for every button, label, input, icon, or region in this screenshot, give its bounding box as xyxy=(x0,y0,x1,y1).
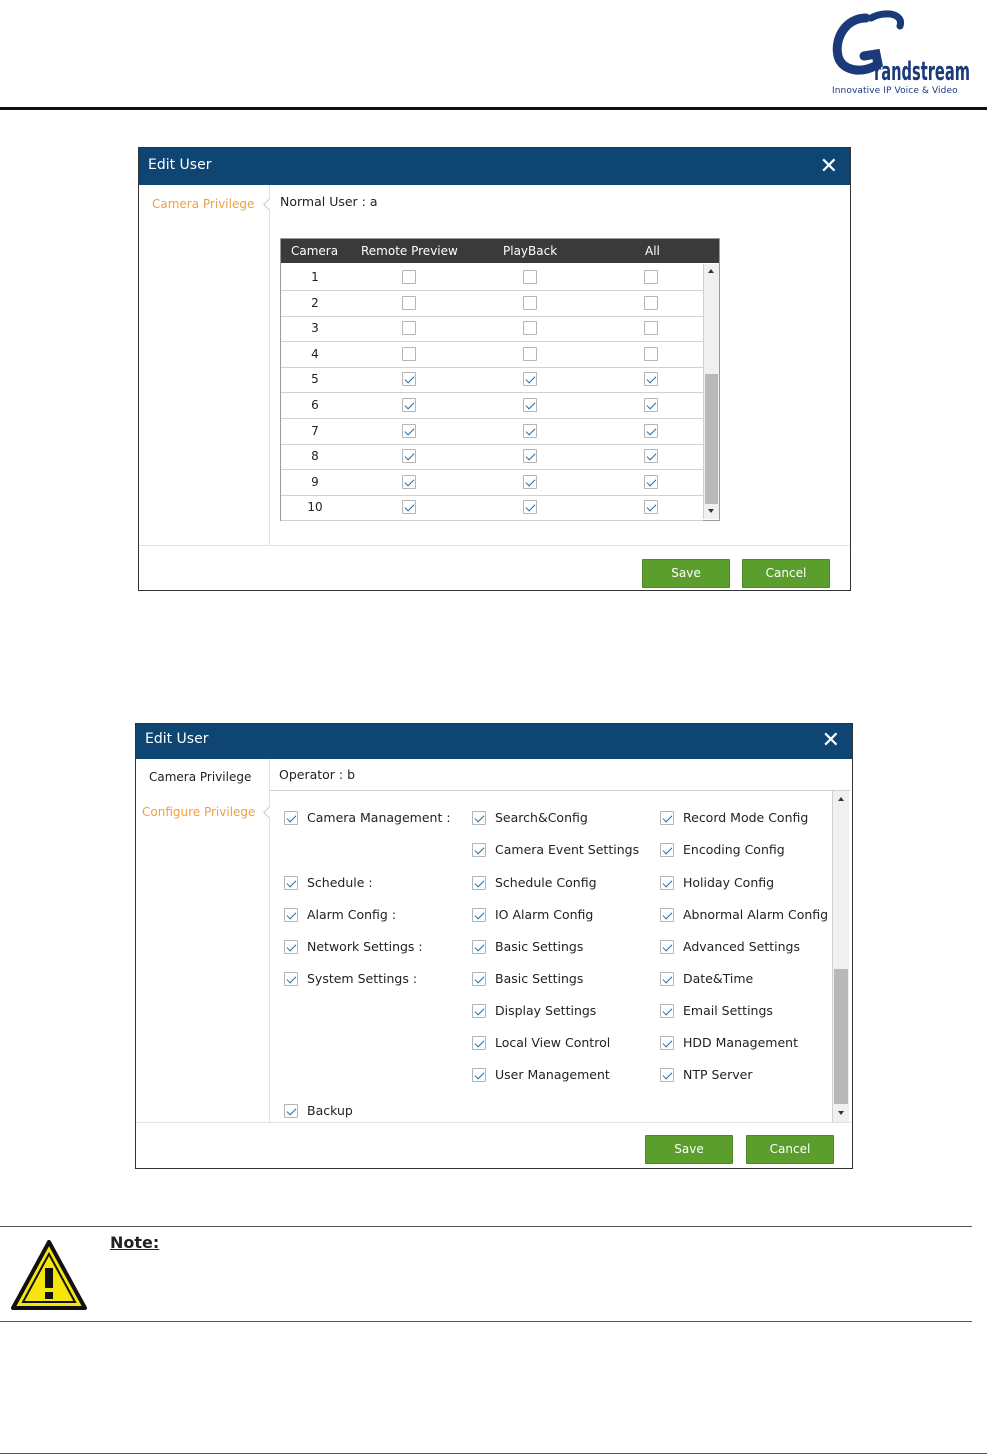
label-net-basic-settings: Basic Settings xyxy=(495,939,584,954)
scroll-thumb[interactable] xyxy=(705,374,718,504)
checkbox-remote-preview[interactable] xyxy=(402,424,416,438)
dialog-footer-divider xyxy=(139,545,850,546)
checkbox-display-settings[interactable] xyxy=(472,1004,486,1018)
checkbox-local-view-control[interactable] xyxy=(472,1036,486,1050)
col-playback: PlayBack xyxy=(503,244,558,258)
checkbox-playback[interactable] xyxy=(523,449,537,463)
privilege-panel xyxy=(270,790,850,1123)
checkbox-backup[interactable] xyxy=(284,1104,298,1118)
checkbox-camera-event-settings[interactable] xyxy=(472,843,486,857)
checkbox-all[interactable] xyxy=(644,475,658,489)
note-bottom-rule xyxy=(0,1321,972,1322)
col-all: All xyxy=(645,244,660,258)
checkbox-alarm-config[interactable] xyxy=(284,908,298,922)
table-row xyxy=(281,264,703,291)
checkbox-io-alarm-config[interactable] xyxy=(472,908,486,922)
checkbox-network-settings[interactable] xyxy=(284,940,298,954)
checkbox-remote-preview[interactable] xyxy=(402,270,416,284)
checkbox-playback[interactable] xyxy=(523,500,537,514)
dialog-title: Edit User xyxy=(145,731,209,747)
note-top-rule xyxy=(0,1226,972,1227)
checkbox-remote-preview[interactable] xyxy=(402,398,416,412)
checkbox-system-settings[interactable] xyxy=(284,972,298,986)
camera-number: 9 xyxy=(311,474,319,489)
checkbox-remote-preview[interactable] xyxy=(402,500,416,514)
checkbox-playback[interactable] xyxy=(523,270,537,284)
scroll-up-icon[interactable] xyxy=(838,797,844,801)
label-user-management: User Management xyxy=(495,1067,610,1082)
checkbox-all[interactable] xyxy=(644,372,658,386)
table-row xyxy=(281,290,703,317)
note-label: Note: xyxy=(110,1233,160,1252)
checkbox-playback[interactable] xyxy=(523,424,537,438)
checkbox-all[interactable] xyxy=(644,449,658,463)
checkbox-record-mode-config[interactable] xyxy=(660,811,674,825)
checkbox-playback[interactable] xyxy=(523,296,537,310)
checkbox-holiday-config[interactable] xyxy=(660,876,674,890)
table-row xyxy=(281,469,703,496)
dialog-title: Edit User xyxy=(148,157,212,173)
col-remote-preview: Remote Preview xyxy=(361,244,458,258)
scroll-thumb[interactable] xyxy=(834,969,848,1104)
dialog-title-bar xyxy=(139,148,850,185)
checkbox-search-config[interactable] xyxy=(472,811,486,825)
cancel-button[interactable]: Cancel xyxy=(746,1135,834,1164)
checkbox-all[interactable] xyxy=(644,270,658,284)
label-alarm-config: Alarm Config : xyxy=(307,907,397,922)
close-icon[interactable]: ✕ xyxy=(821,728,840,753)
label-holiday-config: Holiday Config xyxy=(683,875,775,890)
camera-number: 6 xyxy=(311,398,319,412)
label-search-config: Search&Config xyxy=(495,810,588,825)
camera-number: 1 xyxy=(311,270,319,284)
label-camera-management: Camera Management : xyxy=(307,810,451,825)
svg-text:randstream: randstream xyxy=(874,57,970,87)
label-sys-basic-settings: Basic Settings xyxy=(495,971,584,986)
label-io-alarm-config: IO Alarm Config xyxy=(495,907,594,922)
checkbox-ntp-server[interactable] xyxy=(660,1068,674,1082)
scroll-up-icon[interactable] xyxy=(708,269,714,273)
label-system-settings: System Settings : xyxy=(307,971,418,986)
checkbox-playback[interactable] xyxy=(523,372,537,386)
panel-scrollbar[interactable] xyxy=(832,791,849,1122)
checkbox-date-time[interactable] xyxy=(660,972,674,986)
table-row xyxy=(281,494,703,521)
checkbox-net-basic-settings[interactable] xyxy=(472,940,486,954)
user-label: Operator : b xyxy=(279,767,356,782)
sidebar-item-camera-privilege[interactable]: Camera Privilege xyxy=(152,197,255,211)
camera-number: 10 xyxy=(307,500,323,515)
checkbox-remote-preview[interactable] xyxy=(402,347,416,361)
checkbox-user-management[interactable] xyxy=(472,1068,486,1082)
dialog-sidebar xyxy=(139,185,270,545)
edit-user-dialog-camera xyxy=(138,147,851,591)
user-label: Normal User : a xyxy=(280,194,378,209)
checkbox-remote-preview[interactable] xyxy=(402,321,416,335)
table-row xyxy=(281,392,703,419)
label-abnormal-alarm-config: Abnormal Alarm Config xyxy=(683,907,829,922)
scroll-down-icon[interactable] xyxy=(708,509,714,513)
checkbox-all[interactable] xyxy=(644,398,658,412)
close-icon[interactable]: ✕ xyxy=(819,154,838,179)
checkbox-playback[interactable] xyxy=(523,475,537,489)
footer-rule xyxy=(0,1453,987,1454)
table-scrollbar[interactable] xyxy=(703,264,719,519)
checkbox-playback[interactable] xyxy=(523,347,537,361)
label-record-mode-config: Record Mode Config xyxy=(683,810,809,825)
checkbox-advanced-settings[interactable] xyxy=(660,940,674,954)
warning-icon xyxy=(10,1238,88,1312)
cancel-button[interactable]: Cancel xyxy=(742,559,830,588)
checkbox-encoding-config[interactable] xyxy=(660,843,674,857)
header-rule xyxy=(0,107,987,110)
checkbox-all[interactable] xyxy=(644,424,658,438)
edit-user-dialog-configure xyxy=(135,723,853,1169)
table-row xyxy=(281,443,703,470)
checkbox-remote-preview[interactable] xyxy=(402,372,416,386)
col-camera: Camera xyxy=(291,244,339,258)
checkbox-playback[interactable] xyxy=(523,398,537,412)
dialog-title-bar xyxy=(136,724,852,759)
checkbox-camera-management[interactable] xyxy=(284,811,298,825)
table-row xyxy=(281,341,703,368)
label-hdd-management: HDD Management xyxy=(683,1035,798,1050)
checkbox-all[interactable] xyxy=(644,500,658,514)
label-camera-event-settings: Camera Event Settings xyxy=(495,842,640,857)
camera-number: 5 xyxy=(311,372,319,387)
label-ntp-server: NTP Server xyxy=(683,1067,753,1082)
camera-number: 8 xyxy=(311,449,319,464)
checkbox-hdd-management[interactable] xyxy=(660,1036,674,1050)
checkbox-all[interactable] xyxy=(644,347,658,361)
sidebar-item-configure-privilege[interactable]: Configure Privilege xyxy=(142,805,256,819)
checkbox-schedule-config[interactable] xyxy=(472,876,486,890)
label-display-settings: Display Settings xyxy=(495,1003,597,1018)
checkbox-sys-basic-settings[interactable] xyxy=(472,972,486,986)
camera-number: 4 xyxy=(311,346,319,361)
checkbox-remote-preview[interactable] xyxy=(402,449,416,463)
checkbox-playback[interactable] xyxy=(523,321,537,335)
camera-number: 7 xyxy=(311,423,319,438)
label-schedule-config: Schedule Config xyxy=(495,875,597,890)
table-row xyxy=(281,315,703,342)
scroll-down-icon[interactable] xyxy=(838,1111,844,1115)
brand-tagline: Innovative IP Voice & Video xyxy=(832,86,958,96)
label-backup: Backup xyxy=(307,1103,353,1118)
table-header xyxy=(281,239,719,263)
label-email-settings: Email Settings xyxy=(683,1003,773,1018)
label-advanced-settings: Advanced Settings xyxy=(683,939,800,954)
label-encoding-config: Encoding Config xyxy=(683,842,785,857)
checkbox-abnormal-alarm-config[interactable] xyxy=(660,908,674,922)
checkbox-remote-preview[interactable] xyxy=(402,475,416,489)
camera-number: 3 xyxy=(311,321,319,336)
checkbox-all[interactable] xyxy=(644,321,658,335)
save-button[interactable]: Save xyxy=(645,1135,733,1164)
checkbox-all[interactable] xyxy=(644,296,658,310)
sidebar-item-camera-privilege[interactable]: Camera Privilege xyxy=(149,770,252,784)
checkbox-schedule[interactable] xyxy=(284,876,298,890)
label-schedule: Schedule : xyxy=(307,875,373,890)
camera-privilege-table xyxy=(280,238,720,521)
save-button[interactable]: Save xyxy=(642,559,730,588)
dialog-footer-divider xyxy=(136,1122,852,1123)
label-date-time: Date&Time xyxy=(683,971,754,986)
camera-number: 2 xyxy=(311,295,319,310)
checkbox-email-settings[interactable] xyxy=(660,1004,674,1018)
label-network-settings: Network Settings : xyxy=(307,939,423,954)
table-row xyxy=(281,418,703,445)
label-local-view-control: Local View Control xyxy=(495,1035,611,1050)
checkbox-remote-preview[interactable] xyxy=(402,296,416,310)
table-row xyxy=(281,366,703,393)
